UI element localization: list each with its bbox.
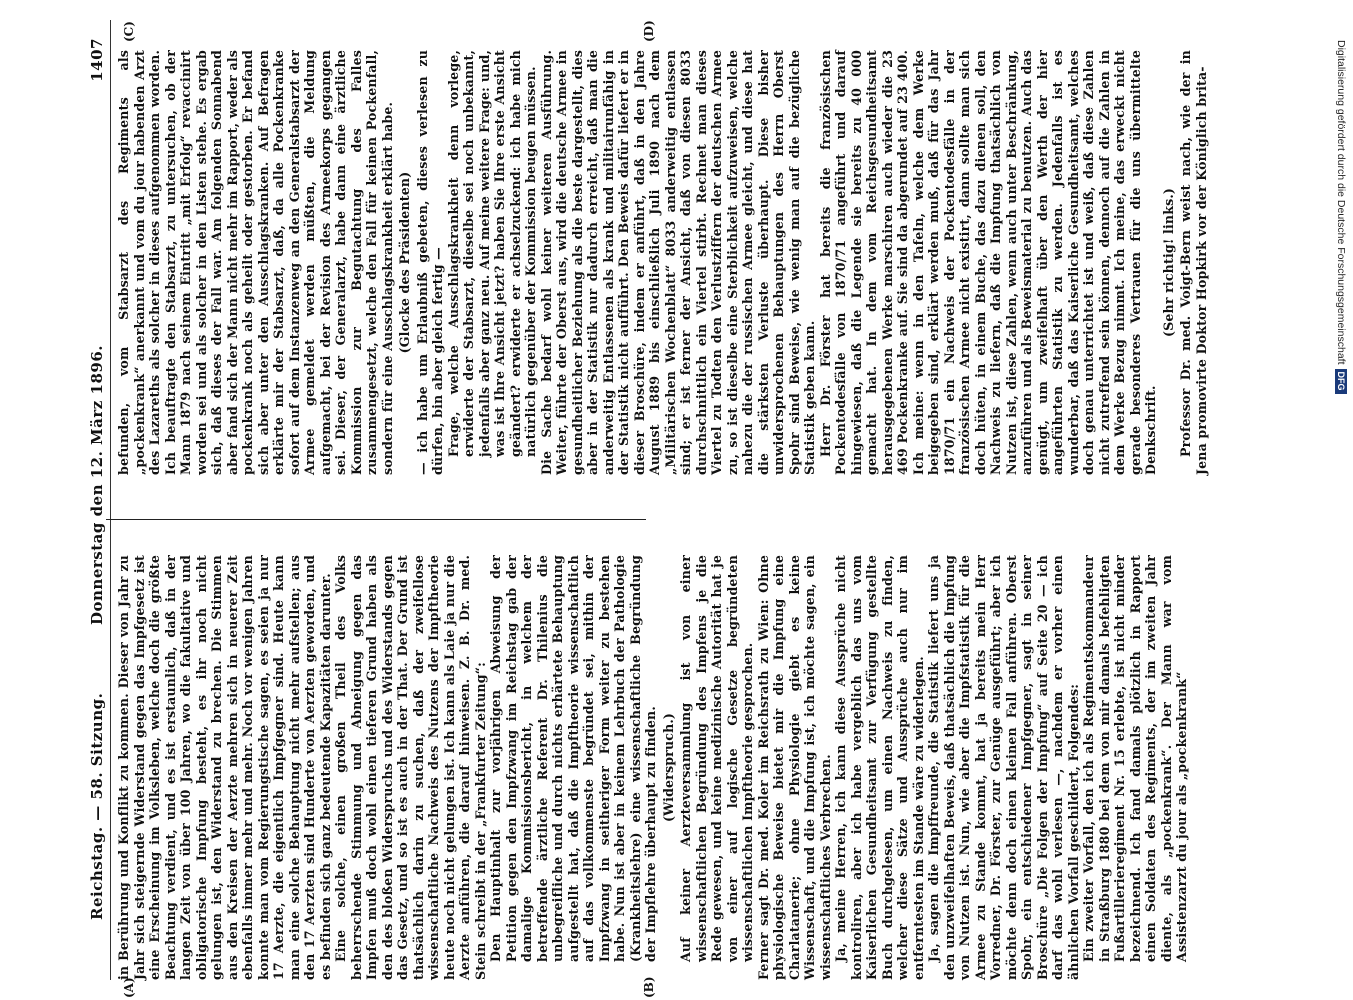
interjection: (Sehr richtig! links.)	[1160, 188, 1176, 337]
dfg-logo: DFG	[1335, 369, 1347, 394]
paragraph: Ja, meine Herren, ich kann diese Aussprüche nicht kontroliren, aber ich habe vergeblich das uns vom Kaiserlichen Gesundheitsamt zur Verfügung gestellte Buch durchgelesen, um einen Nachweis zu finden, welcher diese Sätze und Aussprüche auch nur im entferntesten im Stande wäre zu widerlegen.	[833, 555, 926, 980]
header-rule	[110, 20, 111, 980]
interjection: (Glocke des Präsidenten)	[397, 171, 412, 354]
rotated-page-content	[82, 0, 1292, 1000]
paragraph: Eine solche, einen großen Theil des Volks beherrschende Stimmung und Abneigung gegen das Impfen muß doch wohl einen tieferen Grund haben als den des bloßen Widerspruchs und des Widerstands gegen das Gesetz, und so ist es auch in der That. Der Grund ist thatsächlich darin zu suchen, daß der zweifellose wissenschaftliche Nachweis des Nutzens der Impftheorie heute noch nicht gelungen ist. Ich kann als Laie ja nur die Aerzte anführen, die darauf hinweisen. Z. B. Dr. med. Stein schreibt in der „Frankfurter Zeitung“:	[333, 555, 488, 980]
scanned-page	[82, 0, 1292, 1000]
digitization-note	[1333, 40, 1349, 980]
paragraph: Die Sache bedarf wohl keiner weiteren Ausführung. Weiter, führte der Oberst aus, wird die deutsche Armee in gesundheitlicher Beziehung als die beste dargestellt, dies aber in der Statistik nur dadurch erreicht, daß man die anderweitig Entlassenen als krank und militairunfähig in der Statistik nicht aufführt. Den Beweis dafür liefert er in dieser Broschüre, indem er anführt, daß in den Jahre August 1889 bis einschließlich Juli 1890 nach dem „Militärischen Wochenblatt“ 8033 anderweitig entlassen sind; er ist ferner der Ansicht, daß von diesen 8033 durchschnittlich ein Viertel stirbt. Rechnet man dieses Viertel zu Todten den Verlustziffern der deutschen Armee zu, so ist dieselbe eine Sterblichkeit aufzuweisen, welche nahezu die der russischen Armee gleicht, und diese hat die stärksten Verluste überhaupt. Diese bisher unwidersprochenen Behauptungen des Herrn Oberst Spohr sind Beweise, wie wenig man auf die bezügliche Statistik geben kann.	[538, 50, 817, 475]
paragraph: Professor Dr. med. Voigt-Bern weist nach, wie der in Jena promovirte Doktor Hopkirk vor der Königlich brita-	[1178, 50, 1209, 475]
column-right	[116, 50, 1209, 475]
paragraph: — ich habe um Erlaubniß gebeten, dieses verlesen zu dürfen, bin aber gleich fertig —	[414, 50, 445, 475]
running-header	[88, 30, 112, 940]
paragraph: Herr Dr. Förster hat bereits die französischen Pockentodesfälle von 1870/71 angeführt und darauf hingewiesen, daß die Legende sie bereits zu 40 000 gemacht hat. In dem vom Reichsgesundheitsamt herausgegebenen Werke marschiren auch wieder die 23 469 Pockenkranke auf. Sie sind da abgerundet auf 23 400. Ich meine: wenn in den Tafeln, welche dem Werke beigegeben sind, erklärt werden muß, daß für das Jahr 1870/71 ein Nachweis der Pockentodesfälle in der französischen Armee nicht existirt, dann sollte man sich doch hüten, in einem Buche, das dazu dienen soll, den Nachweis zu liefern, daß die Impfung thatsächlich von Nutzen ist, diese Zahlen, wenn auch unter Beschränkung, anzuführen und als Beweismaterial zu benutzen. Auch das genügt, um zweifelhaft über den Werth der hier angeführten Statistik zu werden. Jedenfalls ist es wunderbar, daß das Kaiserliche Gesundheitsamt, welches doch genau unterrichtet ist und weiß, daß diese Zahlen nicht zutreffend sein können, dennoch auf die Zahlen in dem Werke Bezug nimmt. Ich meine, das erweckt nicht gerade besonderes Vertrauen für die uns übermittelte Denkschrift.	[817, 50, 1158, 475]
margin-marker-b: (B)	[642, 976, 656, 998]
page-number: 1407	[88, 38, 106, 82]
column-divider	[106, 519, 646, 520]
quoted-paragraph: befunden, vom Stabsarzt des Regiments als „pockenkrank“ anerkannt und vom du jour habenden Arzt des Lazareths als solcher in dieses aufgenommen worden. Ich beauftragte den Stabsarzt, zu untersuchen, ob der Mann 1879 nach seinem Eintritt „mit Erfolg“ revaccinirt worden sei und als solcher in den Listen stehe. Es ergab sich, daß dieses der Fall war. Am folgenden Sonnabend aber fand sich der Mann nicht mehr im Rapport, weder als pockenkrank noch als geheilt oder gestorben. Er befand sich aber unter den Ausschlagskranken. Auf Befragen erklärte mir der Stabsarzt, daß, da alle Pockenkranke sofort auf dem Instanzenweg an den Generalstabsarzt der Armee gemeldet werden müßten, die Meldung aufgemacht, bei der Revision des Armeekorps gegangen sei. Dieser, der Generalarzt, habe dann eine ärztliche Kommission zur Begutachtung des Falles zusammengesetzt, welche den Fall für keinen Pockenfall, sondern für eine Ausschlagskrankheit erklärt habe.	[116, 50, 395, 475]
margin-marker-a: (A)	[122, 977, 136, 998]
quoted-paragraph: Frage, welche Ausschlagskrankheit denn vorlege, erwiderte der Stabsarzt, dieselbe sei noch unbekannt, jedenfalls aber ganz neu. Auf meine weitere Frage: und, was ist Ihre Ansicht jetzt? haben Sie Ihre erste Ansicht geändert? erwiderte er achselzuckend: ich habe mich natürlich gegenüber der Kommission beugen müssen.	[445, 50, 538, 457]
interjection: (Widerspruch.)	[660, 712, 676, 823]
quoted-paragraph: Den Hauptinhalt zur vorjährigen Abweisung der Petition gegen den Impfzwang im Reichstag gab der damalige Kommissionsbericht, in welchem der betreffende ärztliche Referent Dr. Thilenius die unbegreifliche und durch nichts erhärtete Behauptung aufgestellt hat, daß die Impftheorie wissenschaftlich auf das vollkommenste begründet sei, mithin der Impfzwang in seitheriger Form weiter zu bestehen habe. Nun ist aber in keinem Lehrbuch der Pathologie (Krankheitslehre) eine wissenschaftliche Begründung der Impflehre überhaupt zu finden.	[488, 555, 658, 962]
header-left: Reichstag. — 58. Sitzung.	[88, 692, 106, 920]
quoted-paragraph: Auf keiner Aerzteversammlung ist von einer wissenschaftlichen Begründung des Impfens je die Rede gewesen, und keine medizinische Autorität hat je von einer auf logische Gesetze begründeten wissenschaftlichen Impftheorie gesprochen.	[678, 555, 755, 962]
quoted-paragraph: Ein zweiter Vorfall, den ich als Regimentskommandeur in Straßburg 1880 bei dem von mir damals befehligten Fußartillerieregiment Nr. 15 erlebte, ist nicht minder bezeichnend. Ich fand damals plötzlich in Rapport einen Soldaten des Regiments, der im zweiten Jahr diente, als „pockenkrank“. Der Mann war vom Assistenzarzt du jour als „pockenkrank“	[1081, 555, 1189, 962]
digitization-text: Digitalisierung gefördert durch die Deutsche Forschungsgemeinschaft	[1335, 40, 1347, 365]
margin-marker-d: (D)	[642, 20, 656, 42]
paragraph: in Berührung und Konflikt zu kommen. Dieser von Jahr zu Jahr sich steigernde Widerstand gegen das Impfgesetz ist eine Erscheinung im Volksleben, welche doch die größte Beachtung verdient, und es ist erstaunlich, daß in der langen Zeit von über 100 Jahren, wo die fakultative und obligatorische Impfung besteht, es ihr noch nicht gelungen ist, den Widerstand zu brechen. Die Stimmen aus den Kreisen der Aerzte mehren sich in neuerer Zeit ebenfalls immer mehr und mehr. Noch vor wenigen Jahren konnte man vom Regierungstische sagen, es seien ja nur 17 Aerzte, die eigentlich Impfgegner sind. Heute kann man eine solche Behauptung nicht mehr aufstellen; aus den 17 Aerzten sind Hunderte von Aerzten geworden, und es befinden sich ganz bedeutende Kapazitäten darunter.	[116, 555, 333, 980]
header-date: Donnerstag den 12. März 1896.	[88, 345, 106, 625]
margin-marker-c: (C)	[122, 21, 136, 42]
paragraph: Ja, sagen die Impffreunde, die Statistik liefert uns ja den unzweifelhaften Beweis, daß thatsächlich die Impfung von Nutzen ist. Nun, wie aber die Impfstatistik für die Armee zu Stande kommt, hat ja bereits mein Herr Vorredner, Dr. Förster, zur Genüge ausgeführt; aber ich möchte denn doch einen kleinen Fall anführen. Oberst Spohr, ein entschiedener Impfgegner, sagt in seiner Broschüre „Die Folgen der Impfung“ auf Seite 20 — ich darf das wohl verlesen —, nachdem er vorher einen ähnlichen Vorfall geschildert, Folgendes:	[926, 555, 1081, 980]
column-left	[116, 555, 1190, 980]
paragraph: Ferner sagt Dr. med. Koler im Reichsrath zu Wien: Ohne physiologische Beweise bietet mir die Impfung eine Charlatanerie; ohne Physiologie giebt es keine Wissenschaft, und die Impfung ist, ich möchte sagen, ein wissenschaftliches Verbrechen.	[755, 555, 833, 980]
